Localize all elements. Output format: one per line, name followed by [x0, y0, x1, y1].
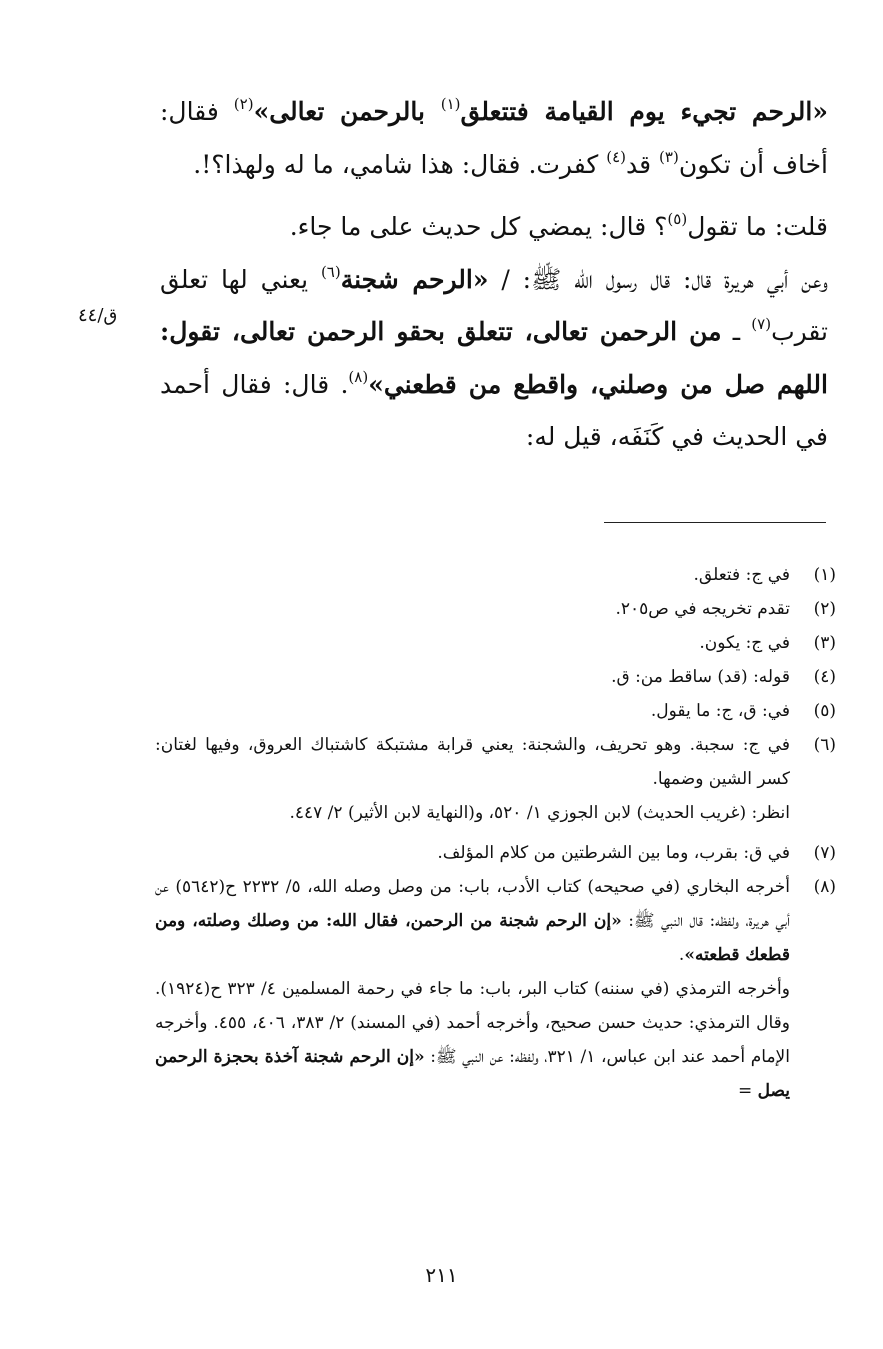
paragraph-3: [160, 254, 828, 464]
footnote-text: تقدم تخريجه في ص٢٠٥.: [615, 599, 790, 619]
footnote-number: (٣): [813, 633, 836, 653]
body-text: وعن أبي هريرة قال: قال رسول الله ﷺ: /: [488, 264, 828, 294]
citation-text: .: [678, 945, 685, 965]
footnote-ref-4[interactable]: (٤): [606, 147, 627, 166]
footnote-text: قوله: (قد) ساقط من: ق.: [611, 667, 790, 687]
hadith-quote: «إن الرحم شجنة من الرحمن، فقال الله: من وصلك وصلته، ومن قطعك قطعته»: [155, 911, 790, 965]
footnote-text: [155, 870, 790, 1108]
body-text: . قال: فقال أحمد في الحديث في كَنَفَه، قيل له:: [160, 369, 828, 451]
footnote-5: [155, 694, 836, 728]
footnote-8: [155, 870, 836, 1108]
footnote-6: [155, 728, 836, 830]
footnote-text: في ق: بقرب، وما بين الشرطتين من كلام المؤلف.: [437, 843, 790, 863]
citation-text: وأخرجه الترمذي (في سننه) كتاب البر، باب: ما جاء في رحمة المسلمين ٤/ ٣٢٣ ح(١٩٢٤). وقال الترمذي: حديث حسن صحيح، وأخرجه أحمد (في المسند) ٢/ ٣٨٣، ٤٠٦، ٤٥٥. وأخرجه الإمام أحمد عند ابن عباس، ١/ ٣٢١، ولفظه: عن النبي ﷺ:: [155, 979, 790, 1067]
footnote-ref-8[interactable]: (٨): [348, 367, 369, 386]
footnote-number: (٨): [813, 877, 836, 897]
footnote-ref-3[interactable]: (٣): [659, 147, 679, 166]
footnote-ref-1[interactable]: (١): [440, 94, 461, 113]
body-text: قلت: ما تقول: [687, 212, 828, 241]
footnote-number: (٥): [813, 701, 836, 721]
footnote-text: في ج: يكون.: [699, 633, 790, 653]
footnote-ref-2[interactable]: (٢): [233, 94, 254, 113]
body-text: يعني لها تعلق تقرب: [160, 264, 829, 346]
page-number: ٢١١: [425, 1263, 458, 1287]
footnote-number: (٢): [813, 599, 836, 619]
footnote-number: (٧): [813, 843, 836, 863]
body-text: ـ: [721, 317, 752, 346]
hadith-quote: «إن الرحم شجنة آخذة بحجزة الرحمن يصل: [155, 1047, 790, 1101]
footnote-line: في ج: سجبة. وهو تحريف، والشجنة: يعني قرابة مشتبكة كاشتباك العروق، وفيها لغتان: كسر الشين وضمها.: [155, 735, 790, 789]
hadith-quote: بالرحمن تعالى»: [253, 97, 441, 126]
footnote-number: (١): [813, 565, 836, 585]
footnote-paragraph: [155, 870, 790, 972]
footnote-2: [155, 592, 836, 626]
footnotes: [155, 558, 836, 1108]
footnote-line: انظر: (غريب الحديث) لابن الجوزي ١/ ٥٢٠، و(النهاية لابن الأثير) ٢/ ٤٤٧.: [289, 803, 790, 823]
footnote-3: [155, 626, 836, 660]
paragraph-1: [160, 86, 828, 191]
body-text: قد: [626, 149, 660, 179]
body-text: كفرت. فقال: هذا شامي، ما له ولهذا؟!.: [193, 149, 607, 179]
footnote-7: [155, 836, 836, 870]
footnote-text: في: ق، ج: ما يقول.: [650, 701, 790, 721]
footnote-4: [155, 660, 836, 694]
footnote-text: في ج: فتعلق.: [693, 565, 790, 585]
main-text: [160, 86, 828, 464]
footnote-1: [155, 558, 836, 592]
footnote-ref-7[interactable]: (٧): [751, 314, 772, 333]
body-text: فقال: أخاف أن تكون: [160, 97, 828, 179]
hadith-quote: من الرحمن تعالى، تتعلق بحقو الرحمن تعالى، تقول: اللهم صل من وصلني، واقطع من قطعني»: [160, 317, 828, 399]
continuation-mark: =: [737, 1081, 758, 1101]
footnote-ref-6[interactable]: (٦): [320, 262, 341, 281]
body-text: ؟ قال: يمضي كل حديث على ما جاء.: [289, 212, 668, 241]
hadith-quote: «الرحم شجنة: [340, 264, 489, 294]
footnote-separator: [604, 522, 826, 523]
citation-text: أخرجه البخاري (في صحيحه) كتاب الأدب، باب: من وصل وصله الله، ٥/ ٢٢٣٢ ح(٥٦٤٢) عن أبي هريرة، ولفظه: قال النبي ﷺ:: [155, 877, 790, 931]
hadith-quote: «الرحم تجيء يوم القيامة فتتعلق: [460, 97, 828, 126]
footnote-text: [155, 728, 790, 830]
footnote-ref-5[interactable]: (٥): [667, 209, 688, 228]
footnote-number: (٤): [813, 667, 836, 687]
footnote-number: (٦): [813, 735, 836, 755]
footnote-paragraph: [155, 972, 790, 1108]
paragraph-2: [160, 201, 828, 254]
manuscript-folio-marker: ق/٤٤: [78, 305, 118, 326]
